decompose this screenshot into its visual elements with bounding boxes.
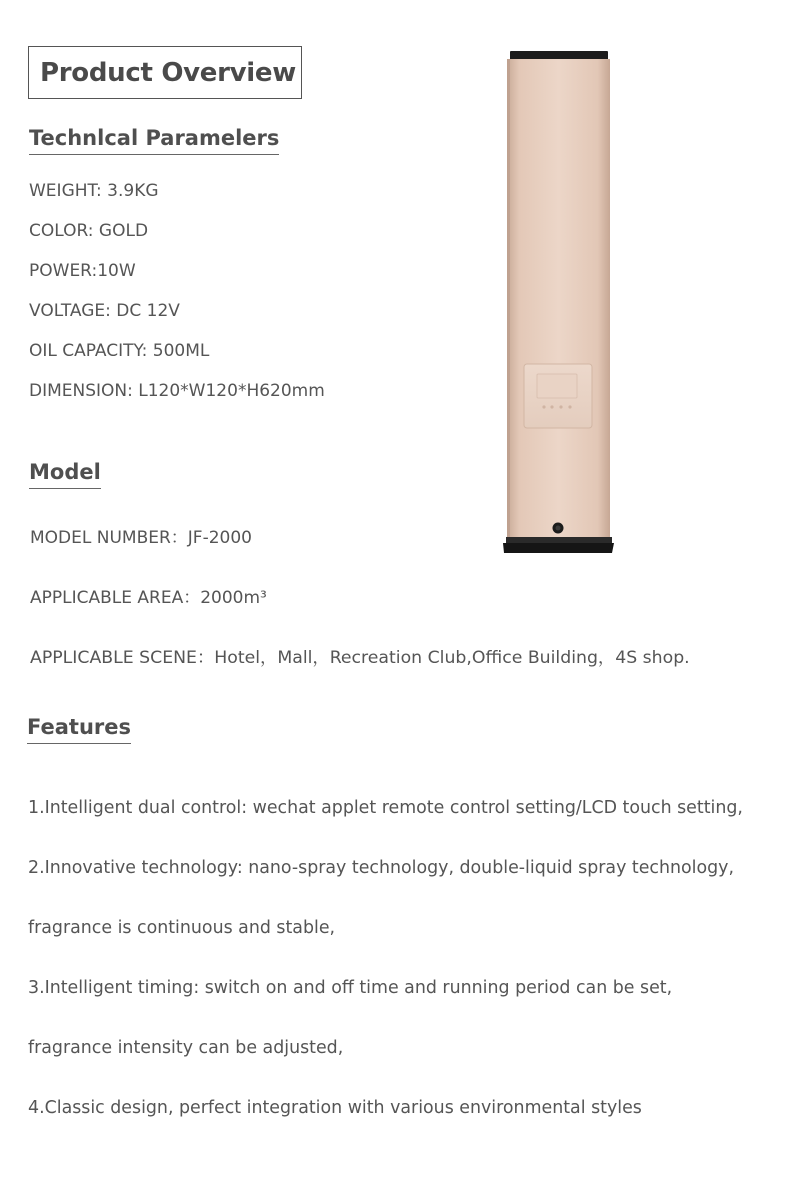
model-heading: Model <box>29 460 101 489</box>
spec-weight: WEIGHT: 3.9KG <box>29 181 159 201</box>
model-number: MODEL NUMBER：JF-2000 <box>30 528 252 548</box>
spec-power: POWER:10W <box>29 261 136 281</box>
feature-line-5: fragrance intensity can be adjusted, <box>28 1038 344 1058</box>
feature-line-3: fragrance is continuous and stable, <box>28 918 336 938</box>
feature-line-6: 4.Classic design, perfect integration with various environmental styles <box>28 1098 642 1118</box>
spec-voltage: VOLTAGE: DC 12V <box>29 301 180 321</box>
spec-oil-capacity: OIL CAPACITY: 500ML <box>29 341 210 361</box>
spec-color: COLOR: GOLD <box>29 221 149 241</box>
applicable-area: APPLICABLE AREA：2000m³ <box>30 588 267 608</box>
aroma-diffuser-tower-icon <box>500 48 615 555</box>
page-title: Product Overview <box>28 46 302 99</box>
features-heading: Features <box>27 715 131 744</box>
feature-line-1: 1.Intelligent dual control: wechat applet remote control setting/LCD touch setting, <box>28 798 743 818</box>
technical-parameters-heading: Technlcal Paramelers <box>29 126 279 155</box>
feature-line-4: 3.Intelligent timing: switch on and off time and running period can be set, <box>28 978 673 998</box>
spec-dimension: DIMENSION: L120*W120*H620mm <box>29 381 325 401</box>
feature-line-2: 2.Innovative technology: nano-spray technology, double-liquid spray technology, <box>28 858 734 878</box>
applicable-scene: APPLICABLE SCENE：Hotel，Mall，Recreation Club,Office Building，4S shop. <box>30 648 690 668</box>
